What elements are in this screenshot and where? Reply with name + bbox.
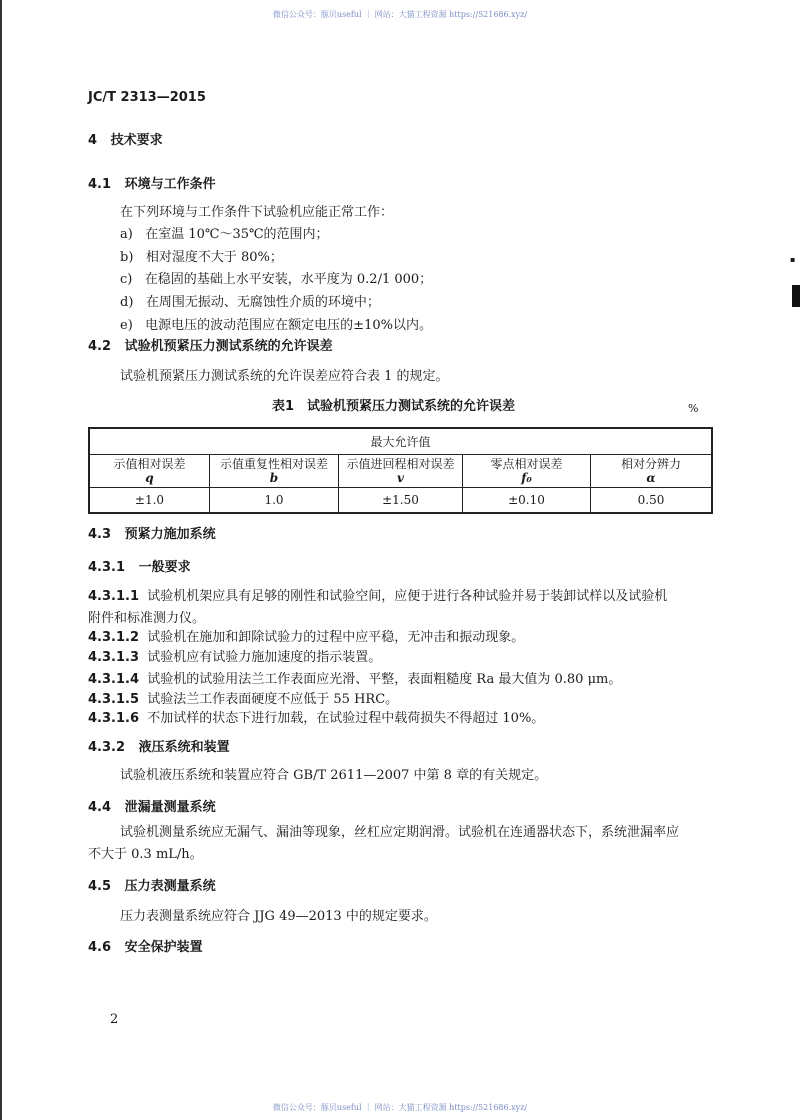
clause-num: 4.3.1.5 (88, 692, 139, 707)
scan-artifact (792, 285, 800, 307)
item-text: 相对湿度不大于 80%； (145, 250, 283, 265)
header-name: 示值进回程相对误差 (346, 457, 455, 471)
header-name: 相对分辨力 (620, 457, 681, 471)
section-4-3-2-heading (88, 740, 230, 756)
clause-num: 4.3.1.1 (88, 589, 139, 604)
item-label: d) (120, 295, 134, 310)
table-caption: 表1 试验机预紧压力测试系统的允许误差 (272, 399, 516, 414)
section-title: 泄漏量测量系统 (124, 800, 216, 815)
clause-continuation: 附件和标准测力仪。 (88, 611, 206, 626)
table-unit: % (688, 402, 699, 415)
section-4-heading (88, 133, 163, 149)
table-header-cell (339, 455, 463, 488)
header-symbol: v (397, 471, 404, 485)
item-text: 在稳固的基础上水平安装，水平度为 0.2/1 000； (144, 272, 433, 287)
section-num: 4.3.1 (88, 560, 126, 575)
section-4-5-text: 压力表测量系统应符合 JJG 49—2013 中的规定要求。 (120, 909, 437, 924)
section-4-3-2-text: 试验机液压系统和装置应符合 GB/T 2611—2007 中第 8 章的有关规定。 (120, 768, 548, 783)
scan-artifact: ▪ (790, 255, 796, 264)
section-title: 环境与工作条件 (124, 177, 216, 192)
section-num: 4.3.2 (88, 740, 126, 755)
section-num: 4.4 (88, 800, 112, 815)
table-cell: ±1.0 (89, 488, 210, 514)
section-4-5-heading (88, 879, 216, 895)
header-name: 零点相对误差 (490, 457, 563, 471)
table-cell: 0.50 (591, 488, 713, 514)
item-label: b) (120, 250, 134, 265)
section-4-2-text: 试验机预紧压力测试系统的允许误差应符合表 1 的规定。 (120, 369, 449, 384)
section-num: 4.2 (88, 339, 112, 354)
section-num: 4.3 (88, 527, 112, 542)
section-4-2-heading (88, 339, 333, 355)
section-title: 压力表测量系统 (124, 879, 216, 894)
list-item (120, 272, 432, 288)
header-name: 示值重复性相对误差 (219, 457, 328, 471)
table-cell: 1.0 (210, 488, 339, 514)
section-4-3-1-heading (88, 560, 191, 576)
section-title: 一般要求 (138, 560, 191, 575)
item-label: c) (120, 272, 133, 287)
section-title: 安全保护装置 (124, 940, 203, 955)
list-item (120, 227, 329, 243)
header-symbol: α (646, 471, 656, 485)
clause (88, 589, 667, 605)
table-header-cell (89, 455, 210, 488)
clause-num: 4.3.1.6 (88, 711, 139, 726)
section-4-3-heading (88, 527, 216, 543)
clause-text: 试验机应有试验力施加速度的指示装置。 (147, 650, 382, 665)
clause-num: 4.3.1.4 (88, 672, 139, 687)
clause-num: 4.3.1.3 (88, 650, 139, 665)
table-row (89, 488, 712, 514)
header-name: 示值相对误差 (113, 457, 186, 471)
section-num: 4.1 (88, 177, 112, 192)
clause (88, 692, 398, 708)
scan-edge (0, 0, 2, 1120)
item-label: a) (120, 227, 133, 242)
item-text: 在室温 10℃～35℃的范围内； (145, 227, 329, 242)
watermark-top: 微信公众号：豚贝useful ｜ 网站：大猫工程资源 https://521686.xyz/ (272, 10, 528, 19)
section-4-4-text: 试验机测量系统应无漏气、漏油等现象，丝杠应定期润滑。试验机在连通器状态下，系统泄漏率应 (120, 825, 680, 840)
clause (88, 650, 381, 666)
item-label: e) (120, 318, 133, 333)
section-num: 4 (88, 133, 98, 148)
section-4-1-intro: 在下列环境与工作条件下试验机应能正常工作： (120, 205, 394, 220)
item-text: 电源电压的波动范围应在额定电压的±10%以内。 (145, 318, 432, 333)
clause-num: 4.3.1.2 (88, 630, 139, 645)
watermark-bottom: 微信公众号：豚贝useful ｜ 网站：大猫工程资源 https://521686.xyz/ (272, 1103, 528, 1112)
table-header-row (89, 455, 712, 488)
table-header-cell (463, 455, 591, 488)
clause-text: 试验机的试验用法兰工作表面应光滑、平整，表面粗糙度 Ra 最大值为 0.80 μm。 (147, 672, 622, 687)
section-num: 4.6 (88, 940, 112, 955)
list-item (120, 295, 380, 311)
section-title: 液压系统和装置 (138, 740, 230, 755)
page-number: 2 (110, 1012, 119, 1027)
table-header-cell (591, 455, 713, 488)
table-header-cell (210, 455, 339, 488)
section-4-1-heading (88, 177, 216, 193)
table-group-header: 最大允许值 (89, 428, 712, 455)
header-symbol: b (269, 471, 279, 485)
doc-code: JC/T 2313—2015 (88, 90, 206, 105)
clause-text: 试验机机架应具有足够的刚性和试验空间，应便于进行各种试验并易于装卸试样以及试验机 (147, 589, 668, 604)
table-cell: ±1.50 (339, 488, 463, 514)
table-cell: ±0.10 (463, 488, 591, 514)
item-text: 在周围无振动、无腐蚀性介质的环境中； (145, 295, 380, 310)
section-title: 预紧力施加系统 (124, 527, 216, 542)
clause (88, 711, 544, 727)
section-title: 技术要求 (110, 133, 163, 148)
header-symbol: q (145, 471, 154, 485)
list-item (120, 250, 283, 266)
clause (88, 672, 621, 688)
section-4-4-heading (88, 800, 216, 816)
section-4-6-heading (88, 940, 203, 956)
section-title: 试验机预紧压力测试系统的允许误差 (124, 339, 333, 354)
clause-text: 试验法兰工作表面硬度不应低于 55 HRC。 (147, 692, 399, 707)
header-symbol: f₀ (521, 471, 532, 485)
list-item (120, 318, 432, 334)
section-num: 4.5 (88, 879, 112, 894)
clause-text: 试验机在施加和卸除试验力的过程中应平稳，无冲击和振动现象。 (147, 630, 525, 645)
clause (88, 630, 524, 646)
clause-text: 不加试样的状态下进行加载，在试验过程中载荷损失不得超过 10%。 (147, 711, 545, 726)
table-1 (88, 427, 713, 514)
section-4-4-continuation: 不大于 0.3 mL/h。 (88, 847, 203, 862)
